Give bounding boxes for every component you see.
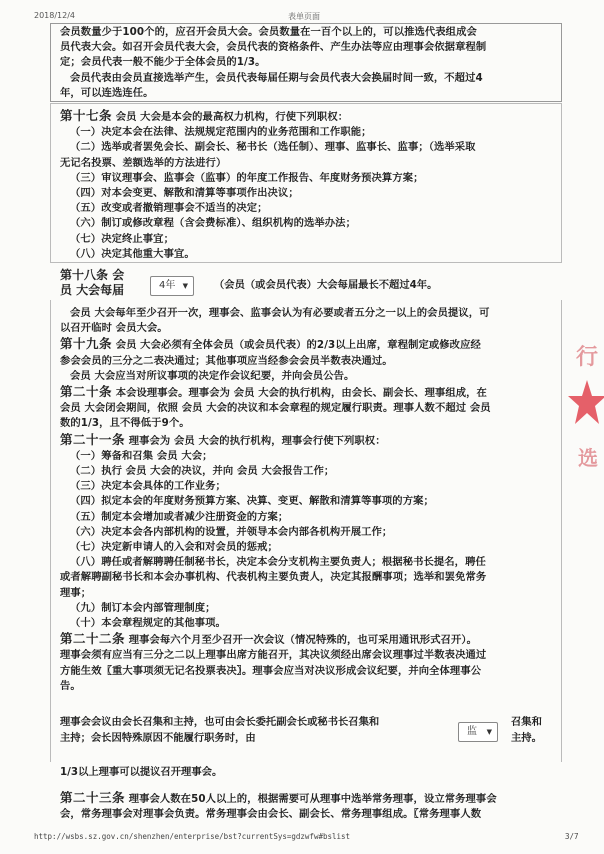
text-line: （四）拟定本会的年度财务预算方案、决算、变更、解散和清算等事项的方案；	[70, 495, 434, 508]
stamp-char: 选	[578, 446, 598, 470]
text-line: （九）制订本会内部管理制度；	[70, 601, 216, 614]
term-select-value: 4年	[159, 280, 176, 291]
deputy-select[interactable]	[458, 722, 498, 742]
list-item: （七）决定终止事宜；	[70, 232, 174, 245]
article-text: 员 大会每届	[60, 283, 125, 297]
list-item: （三）审议理事会、监事会（监事）的年度工作报告、年度财务预决算方案；	[70, 171, 424, 184]
article-23-heading	[60, 790, 560, 807]
article-heading	[60, 336, 560, 353]
article-text: 会	[108, 268, 125, 282]
article-text: 会员 大会必须有全体会员（或会员代表）的2/3以上出席，章程制定或修改应经	[112, 339, 481, 352]
text-line: 会员 大会每年至少召开一次，理事会、监事会认为有必要或者五分之一以上的会员提议，可	[70, 307, 490, 319]
text-line: 会员 大会应当对所议事项的决定作会议纪要，并向会员公告。	[70, 369, 355, 382]
article-number: 第二十一条	[60, 431, 126, 447]
article-text: 理事会人数在50人以上的，根据需要可从理事中选举常务理事，设立常务理事会	[125, 793, 497, 805]
text-line: 理事；	[60, 586, 92, 599]
text-line: （一）筹备和召集 会员 大会；	[70, 449, 213, 462]
text-line: （八）聘任或者解聘聘任制秘书长，决定本会分支机构主要负责人；根据秘书长提名，聘任	[70, 556, 486, 569]
text-line: 数的1/3，且不得低于9个。	[60, 417, 190, 430]
page-number: 3/7	[565, 832, 579, 841]
article-23	[60, 790, 560, 822]
article-22-quorum: 1/3以上理事可以提议召开理事会。	[60, 766, 223, 778]
article-text: 本会设理事会。理事会为 会员 大会的执行机构，由会长、副会长、理事组成，在	[112, 387, 487, 400]
text-line: 年，可以连选连任。	[60, 86, 154, 99]
article-heading	[60, 432, 560, 449]
article-heading	[60, 631, 560, 648]
list-item: （四）对本会变更、解散和清算等事项作出决议；	[70, 187, 299, 200]
chevron-down-icon: ▼	[182, 282, 188, 290]
text-line: （十）本会章程规定的其他事项。	[70, 617, 226, 630]
print-url: http://wsbs.sz.gov.cn/shenzhen/enterprise/bst?currentSys=gdzwfw#bslist	[34, 832, 351, 841]
article-number: 第二十三条	[60, 790, 126, 805]
text-line: 员代表大会。如召开会员代表大会，会员代表的资格条件、产生办法等应由理事会依据章程制	[60, 41, 487, 54]
list-item: 无记名投票、差额选举的方法进行）	[60, 156, 227, 169]
article-17-heading	[60, 108, 560, 125]
articles-block	[60, 306, 560, 694]
star-icon	[568, 378, 604, 428]
article-number: 第二十二条	[60, 631, 126, 647]
article-18-heading	[60, 268, 124, 298]
article-number: 第十七条	[60, 108, 113, 123]
term-select[interactable]	[150, 276, 194, 296]
intro-block	[60, 25, 560, 101]
article-18-text: （会员（或会员代表）大会每届最长不超过4年。	[214, 279, 438, 291]
text-line: 参会会员的三分之二表决通过；其他事项应当经参会会员半数表决通过。	[60, 354, 393, 367]
text-line: 主持。	[511, 731, 542, 744]
print-title: 表单页面	[288, 12, 320, 21]
article-number: 第十九条	[60, 336, 113, 352]
article-22-chair-suffix	[511, 715, 551, 746]
text-line: 会员数量少于100个的，应召开会员大会。会员数量在一百个以上的，可以推选代表组成会	[60, 26, 477, 38]
text-line: 理事会须有应当有三分之二以上理事出席方能召开，其决议须经出席会议理事过半数表决通过	[60, 649, 487, 662]
list-item: （一）决定本会在法律、法规规定范围内的业务范围和工作职能；	[70, 126, 372, 139]
list-item: （八）决定其他重大事宜。	[70, 247, 195, 260]
text-line: 会员代表由会员直接选举产生，会员代表每届任期与会员代表大会换届时间一致，不超过4	[70, 71, 483, 84]
article-22-chair-text	[60, 715, 440, 746]
text-line: 会员 大会闭会期间，依照 会员 大会的决议和本会章程的规定履行职责。理事人数不超过 会员	[60, 402, 491, 415]
article-number: 第十八条	[60, 268, 109, 282]
text-line: 方能生效〖重大事项须无记名投票表决〗。理事会应当对决议形成会议纪要，并向全体理事公	[60, 664, 482, 677]
article-text: 理事会每六个月至少召开一次会议（情况特殊的，也可采用通讯形式召开）。	[125, 634, 478, 647]
text-line: 定；会员代表一般不能少于全体会员的1/3。	[60, 56, 266, 69]
text-line: （三）决定本会具体的工作业务；	[70, 480, 226, 493]
text-line: 会，常务理事会对理事会负责。常务理事会由会长、副会长、常务理事组成。〖常务理事人数	[60, 808, 482, 821]
stamp-char: 行	[576, 344, 599, 370]
chevron-down-icon: ▼	[486, 728, 492, 736]
text-line: 召集和	[511, 716, 542, 728]
text-line: 以召开临时 会员大会。	[60, 322, 168, 335]
text-line: （六）决定本会各内部机构的设置，并领导本会内部各机构开展工作；	[70, 525, 393, 538]
text-line: 或者解聘副秘书长和本会办事机构、代表机构主要负责人，决定其报酬事项；选举和罢免常务	[60, 571, 487, 584]
deputy-select-value: 监	[467, 726, 477, 737]
print-date: 2018/12/4	[34, 11, 76, 20]
article-text: 理事会为 会员 大会的执行机构，理事会行使下列职权：	[125, 434, 386, 447]
text-line: 告。	[60, 679, 81, 692]
text-line: （二）执行 会员 大会的决议，并向 会员 大会报告工作；	[70, 465, 335, 478]
text-line: （七）决定新申请人的入会和对会员的惩戒；	[70, 541, 278, 554]
list-item: （六）制订或修改章程（含会费标准）、组织机构的选举办法；	[70, 217, 356, 230]
official-seal-stamp	[566, 330, 604, 490]
text-line: （五）制定本会增加或者减少注册资金的方案；	[70, 510, 289, 523]
article-heading	[60, 384, 560, 401]
text-line: 理事会会议由会长召集和主持，也可由会长委托副会长或秘书长召集和	[60, 716, 380, 728]
list-item: （五）改变或者撤销理事会不适当的决定；	[70, 202, 268, 215]
list-item: （二）选举或者罢免会长、副会长、秘书长（选任制）、理事、监事长、监事；（选举采取	[70, 141, 476, 154]
article-17	[60, 108, 560, 262]
article-number: 第二十条	[60, 384, 113, 400]
article-text: 会员 大会是本会的最高权力机构，行使下列职权：	[112, 111, 349, 123]
text-line: 主持；会长因特殊原因不能履行职务时，由	[60, 731, 256, 744]
